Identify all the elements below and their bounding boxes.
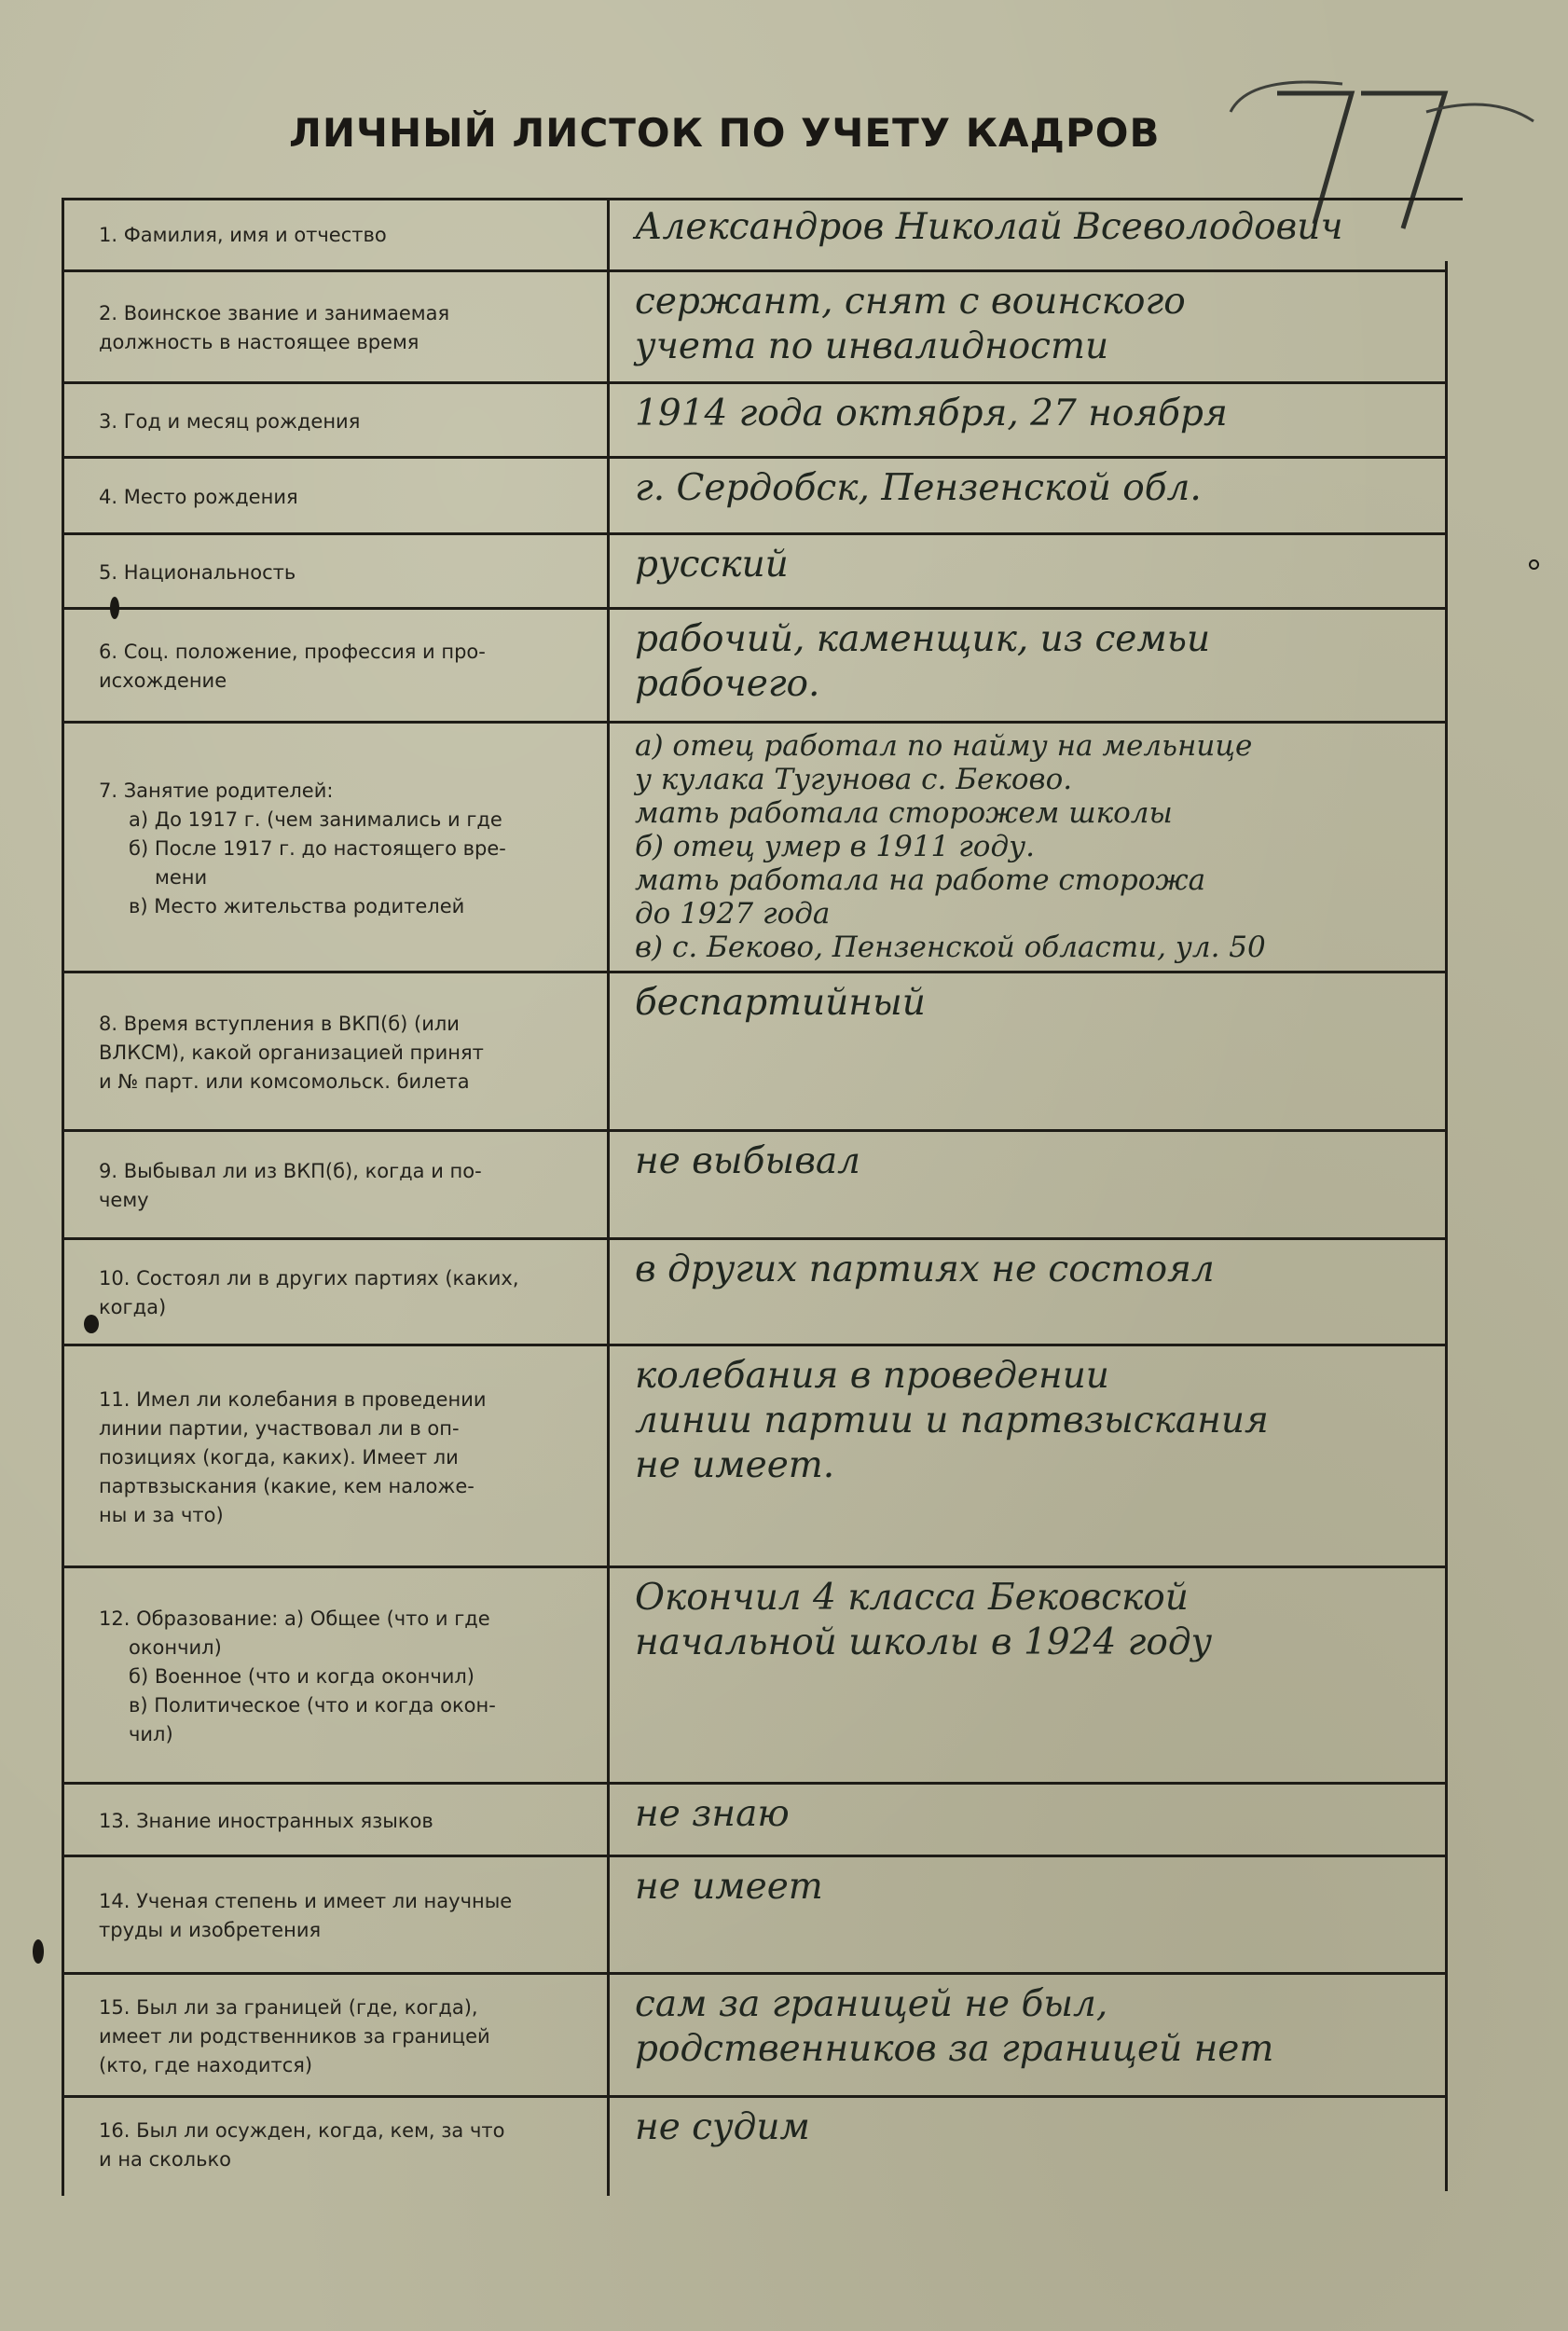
handwritten-answer-line: сержант, снят с воинского <box>635 281 1186 323</box>
field-question <box>99 1993 598 2080</box>
question-line: 6. Соц. положение, профессия и про- <box>99 641 486 663</box>
question-line: ВЛКСМ), какой организацией принят <box>99 1041 484 1064</box>
field-answer <box>635 1354 1474 1488</box>
question-line: 14. Ученая степень и имеет ли научные <box>99 1890 513 1912</box>
handwritten-answer-line: у кулака Тугунова с. Беково. <box>635 763 1073 796</box>
question-line: 4. Место рождения <box>99 485 298 508</box>
form-row <box>62 2098 1446 2190</box>
handwritten-answer-line: не судим <box>635 2106 810 2148</box>
handwritten-answer-line: русский <box>635 544 789 586</box>
question-line: 8. Время вступления в ВКП(б) (или <box>99 1012 460 1035</box>
handwritten-answer-line: сам за границей не был, <box>635 1983 1108 2025</box>
form-row <box>62 610 1446 724</box>
handwritten-answer-line: линии партии и партвзыскания <box>635 1400 1269 1441</box>
field-question <box>99 1386 598 1530</box>
form-row <box>62 1346 1446 1568</box>
handwritten-answer-line: рабочего. <box>635 663 820 705</box>
handwritten-answer-line: мать работала сторожем школы <box>635 796 1173 830</box>
handwritten-answer-line: беспартийный <box>635 982 926 1024</box>
field-question <box>99 1010 598 1097</box>
question-line: позициях (когда, каких). Имеет ли <box>99 1445 459 1469</box>
field-answer <box>635 617 1474 707</box>
question-line: и на сколько <box>99 2148 232 2171</box>
field-question <box>99 1264 598 1322</box>
field-answer <box>635 729 1474 964</box>
field-question <box>99 221 598 250</box>
question-line: окончил) <box>129 1635 222 1659</box>
handwritten-answer-line: б) отец умер в 1911 году. <box>635 830 1035 863</box>
field-question <box>99 1887 598 1945</box>
form-row <box>62 272 1446 384</box>
question-line: 16. Был ли осужден, когда, кем, за что <box>99 2119 505 2142</box>
field-answer <box>635 1865 1474 1910</box>
question-line: должность в настоящее время <box>99 331 420 353</box>
question-line: чил) <box>129 1722 173 1745</box>
handwritten-answer-line: не имеет. <box>635 1444 835 1486</box>
field-answer <box>635 543 1474 587</box>
field-answer <box>635 205 1474 250</box>
handwritten-answer-line: а) отец работал по найму на мельнице <box>635 729 1253 763</box>
handwritten-answer-line: мать работала на работе сторожа <box>635 863 1206 897</box>
punch-hole-mark <box>110 597 119 619</box>
form-row <box>62 1132 1446 1240</box>
question-line: ны и за что) <box>99 1503 224 1526</box>
question-line: когда) <box>99 1296 167 1318</box>
question-line: 5. Национальность <box>99 560 296 584</box>
field-answer <box>635 1248 1474 1292</box>
field-question <box>99 1807 598 1836</box>
form-row <box>62 1785 1446 1857</box>
question-line: 3. Год и месяц рождения <box>99 409 361 433</box>
ink-dot <box>1529 559 1539 570</box>
question-line: труды и изобретения <box>99 1919 322 1941</box>
form-row <box>62 724 1446 973</box>
handwritten-answer-line: 1914 года октября, 27 ноября <box>635 393 1228 434</box>
handwritten-answer-line: в) с. Беково, Пензенской области, ул. 50 <box>635 931 1266 964</box>
question-line: исхождение <box>99 669 227 692</box>
question-line: 2. Воинское звание и занимаемая <box>99 302 450 324</box>
field-answer <box>635 1576 1474 1665</box>
form-row <box>62 384 1446 459</box>
field-question <box>99 299 598 357</box>
field-answer <box>635 1139 1474 1184</box>
form-row <box>62 1975 1446 2098</box>
field-question <box>99 1157 598 1215</box>
form-row <box>62 973 1446 1132</box>
field-question <box>99 2117 598 2174</box>
question-line: б) Военное (что и когда окончил) <box>129 1664 475 1688</box>
question-line: линии партии, участвовал ли в оп- <box>99 1416 460 1440</box>
field-answer <box>635 1792 1474 1837</box>
question-line: 10. Состоял ли в других партиях (каких, <box>99 1267 519 1290</box>
handwritten-answer-line: учета по инвалидности <box>635 325 1109 367</box>
handwritten-answer-line: не имеет <box>635 1866 823 1908</box>
handwritten-answer-line: колебания в проведении <box>635 1355 1109 1397</box>
question-line: имеет ли родственников за границей <box>99 2024 490 2048</box>
question-line: 12. Образование: а) Общее (что и где <box>99 1607 490 1630</box>
question-line: 7. Занятие родителей: <box>99 779 334 802</box>
field-question <box>99 1605 598 1749</box>
handwritten-answer-line: до 1927 года <box>635 897 831 931</box>
field-question <box>99 638 598 696</box>
question-line: (кто, где находится) <box>99 2053 313 2076</box>
field-answer <box>635 392 1474 436</box>
field-answer <box>635 1982 1474 2072</box>
question-line: партвзыскания (какие, кем наложе- <box>99 1474 475 1497</box>
handwritten-answer-line: родственников за границей нет <box>635 2028 1274 2070</box>
handwritten-answer-line: в других партиях не состоял <box>635 1248 1215 1290</box>
question-line: и № парт. или комсомольск. билета <box>99 1069 470 1093</box>
field-question <box>99 407 598 436</box>
handwritten-answer-line: не выбывал <box>635 1140 860 1182</box>
form-row <box>62 459 1446 535</box>
field-answer <box>635 280 1474 369</box>
ink-blot <box>84 1315 99 1333</box>
handwritten-answer-line: г. Сердобск, Пензенской обл. <box>635 467 1202 509</box>
field-answer <box>635 981 1474 1026</box>
form-row <box>62 198 1446 272</box>
handwritten-answer-line: Александров Николай Всеволодович <box>635 206 1343 248</box>
form-row <box>62 1240 1446 1346</box>
handwritten-answer-line: не знаю <box>635 1793 790 1835</box>
question-line: 1. Фамилия, имя и отчество <box>99 223 387 246</box>
form-title: ЛИЧНЫЙ ЛИСТОК ПО УЧЕТУ КАДРОВ <box>289 110 1161 156</box>
question-line: в) Политическое (что и когда окон- <box>129 1693 496 1717</box>
question-line: б) После 1917 г. до настоящего вре- <box>129 836 506 860</box>
question-line: 13. Знание иностранных языков <box>99 1809 433 1832</box>
question-line: а) До 1917 г. (чем занимались и где <box>129 807 502 831</box>
punch-hole-mark <box>33 1939 44 1964</box>
field-answer <box>635 466 1474 511</box>
question-line: чему <box>99 1189 149 1211</box>
field-answer <box>635 2105 1474 2150</box>
question-line: 15. Был ли за границей (где, когда), <box>99 1995 478 2019</box>
handwritten-answer-line: начальной школы в 1924 году <box>635 1621 1213 1663</box>
handwritten-answer-line: рабочий, каменщик, из семьи <box>635 618 1211 660</box>
field-question <box>99 483 598 512</box>
question-line: 9. Выбывал ли из ВКП(б), когда и по- <box>99 1160 482 1182</box>
form-row <box>62 1857 1446 1975</box>
field-question <box>99 777 598 921</box>
field-question <box>99 559 598 587</box>
question-line: мени <box>155 865 208 889</box>
form-row <box>62 535 1446 610</box>
question-line: 11. Имел ли колебания в проведении <box>99 1387 487 1411</box>
question-line: в) Место жительства родителей <box>129 894 465 917</box>
form-row <box>62 1568 1446 1785</box>
handwritten-answer-line: Окончил 4 класса Бековской <box>635 1577 1189 1619</box>
